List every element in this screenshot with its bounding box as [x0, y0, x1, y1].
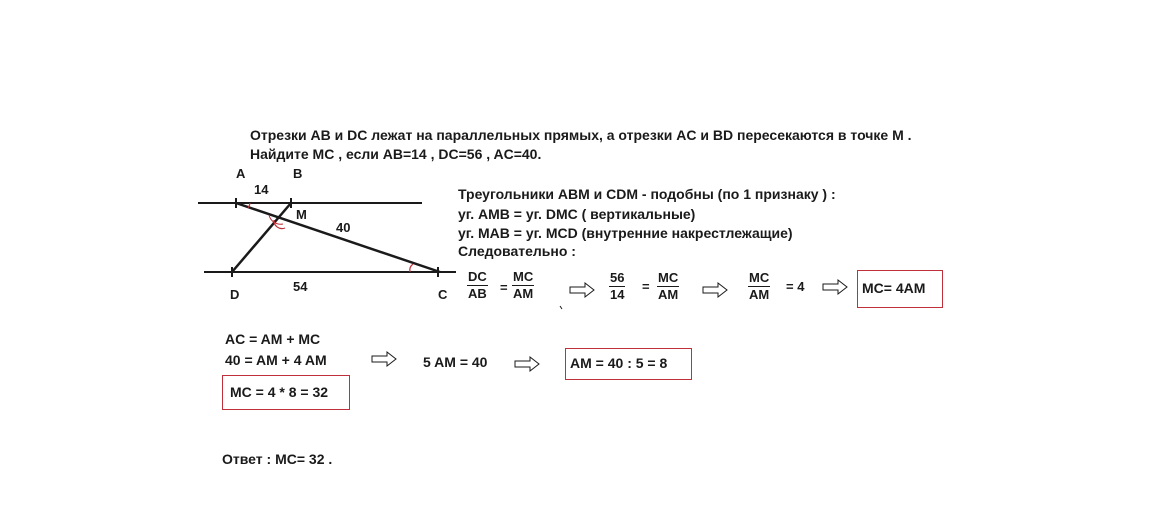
problem-line-2: Найдите MC , если AB=14 , DC=56 , AC=40.	[250, 146, 542, 162]
fraction-numerator: 56	[610, 270, 625, 285]
similarity-line-3: уг. MAB = уг. MCD (внутренние накрестлежащие)	[458, 225, 793, 241]
solution-line-1: AC = AM + MC	[225, 331, 321, 347]
solution-line-2: 40 = AM + 4 AM	[225, 352, 327, 368]
fraction-denominator: AB	[468, 286, 487, 301]
am-result: AM = 40 : 5 = 8	[570, 355, 668, 371]
problem-line-1: Отрезки AB и DC лежат на параллельных прямых, а отрезки AC и BD пересекаются в точке M .	[250, 127, 912, 143]
result-mc-4am: MC= 4AM	[862, 280, 926, 296]
fraction-denominator: AM	[513, 286, 534, 301]
fraction-56-14	[609, 271, 625, 302]
point-c-label: C	[438, 287, 448, 302]
dc-length-label: 54	[293, 279, 308, 294]
equals-sign: =	[642, 279, 650, 294]
equals-four: = 4	[786, 279, 805, 294]
ab-length-label: 14	[254, 182, 269, 197]
solution-step: 5 AM = 40	[423, 354, 488, 370]
similarity-line-4: Следовательно :	[458, 243, 576, 259]
fraction-numerator: MC	[658, 270, 679, 285]
fraction-mc-am-3	[748, 271, 770, 302]
fraction-numerator: DC	[468, 269, 487, 284]
fraction-denominator: 14	[610, 287, 625, 302]
fraction-mc-am-2	[657, 271, 679, 302]
equals-sign: =	[500, 280, 508, 295]
am-length-label: 40	[336, 220, 351, 235]
similarity-line-2: уг. AMB = уг. DMC ( вертикальные)	[458, 206, 696, 222]
point-a-label: A	[236, 166, 246, 181]
point-b-label: B	[293, 166, 303, 181]
fraction-denominator: AM	[749, 287, 770, 302]
point-m-label: M	[296, 207, 307, 222]
fraction-numerator: MC	[513, 269, 534, 284]
fraction-denominator: AM	[658, 287, 679, 302]
answer-line: Ответ : MC= 32 .	[222, 451, 333, 467]
mc-result: MC = 4 * 8 = 32	[230, 384, 329, 400]
point-d-label: D	[230, 287, 240, 302]
fraction-numerator: MC	[749, 270, 770, 285]
similarity-line-1: Треугольники ABM и CDM - подобны (по 1 признаку ) :	[458, 186, 836, 202]
